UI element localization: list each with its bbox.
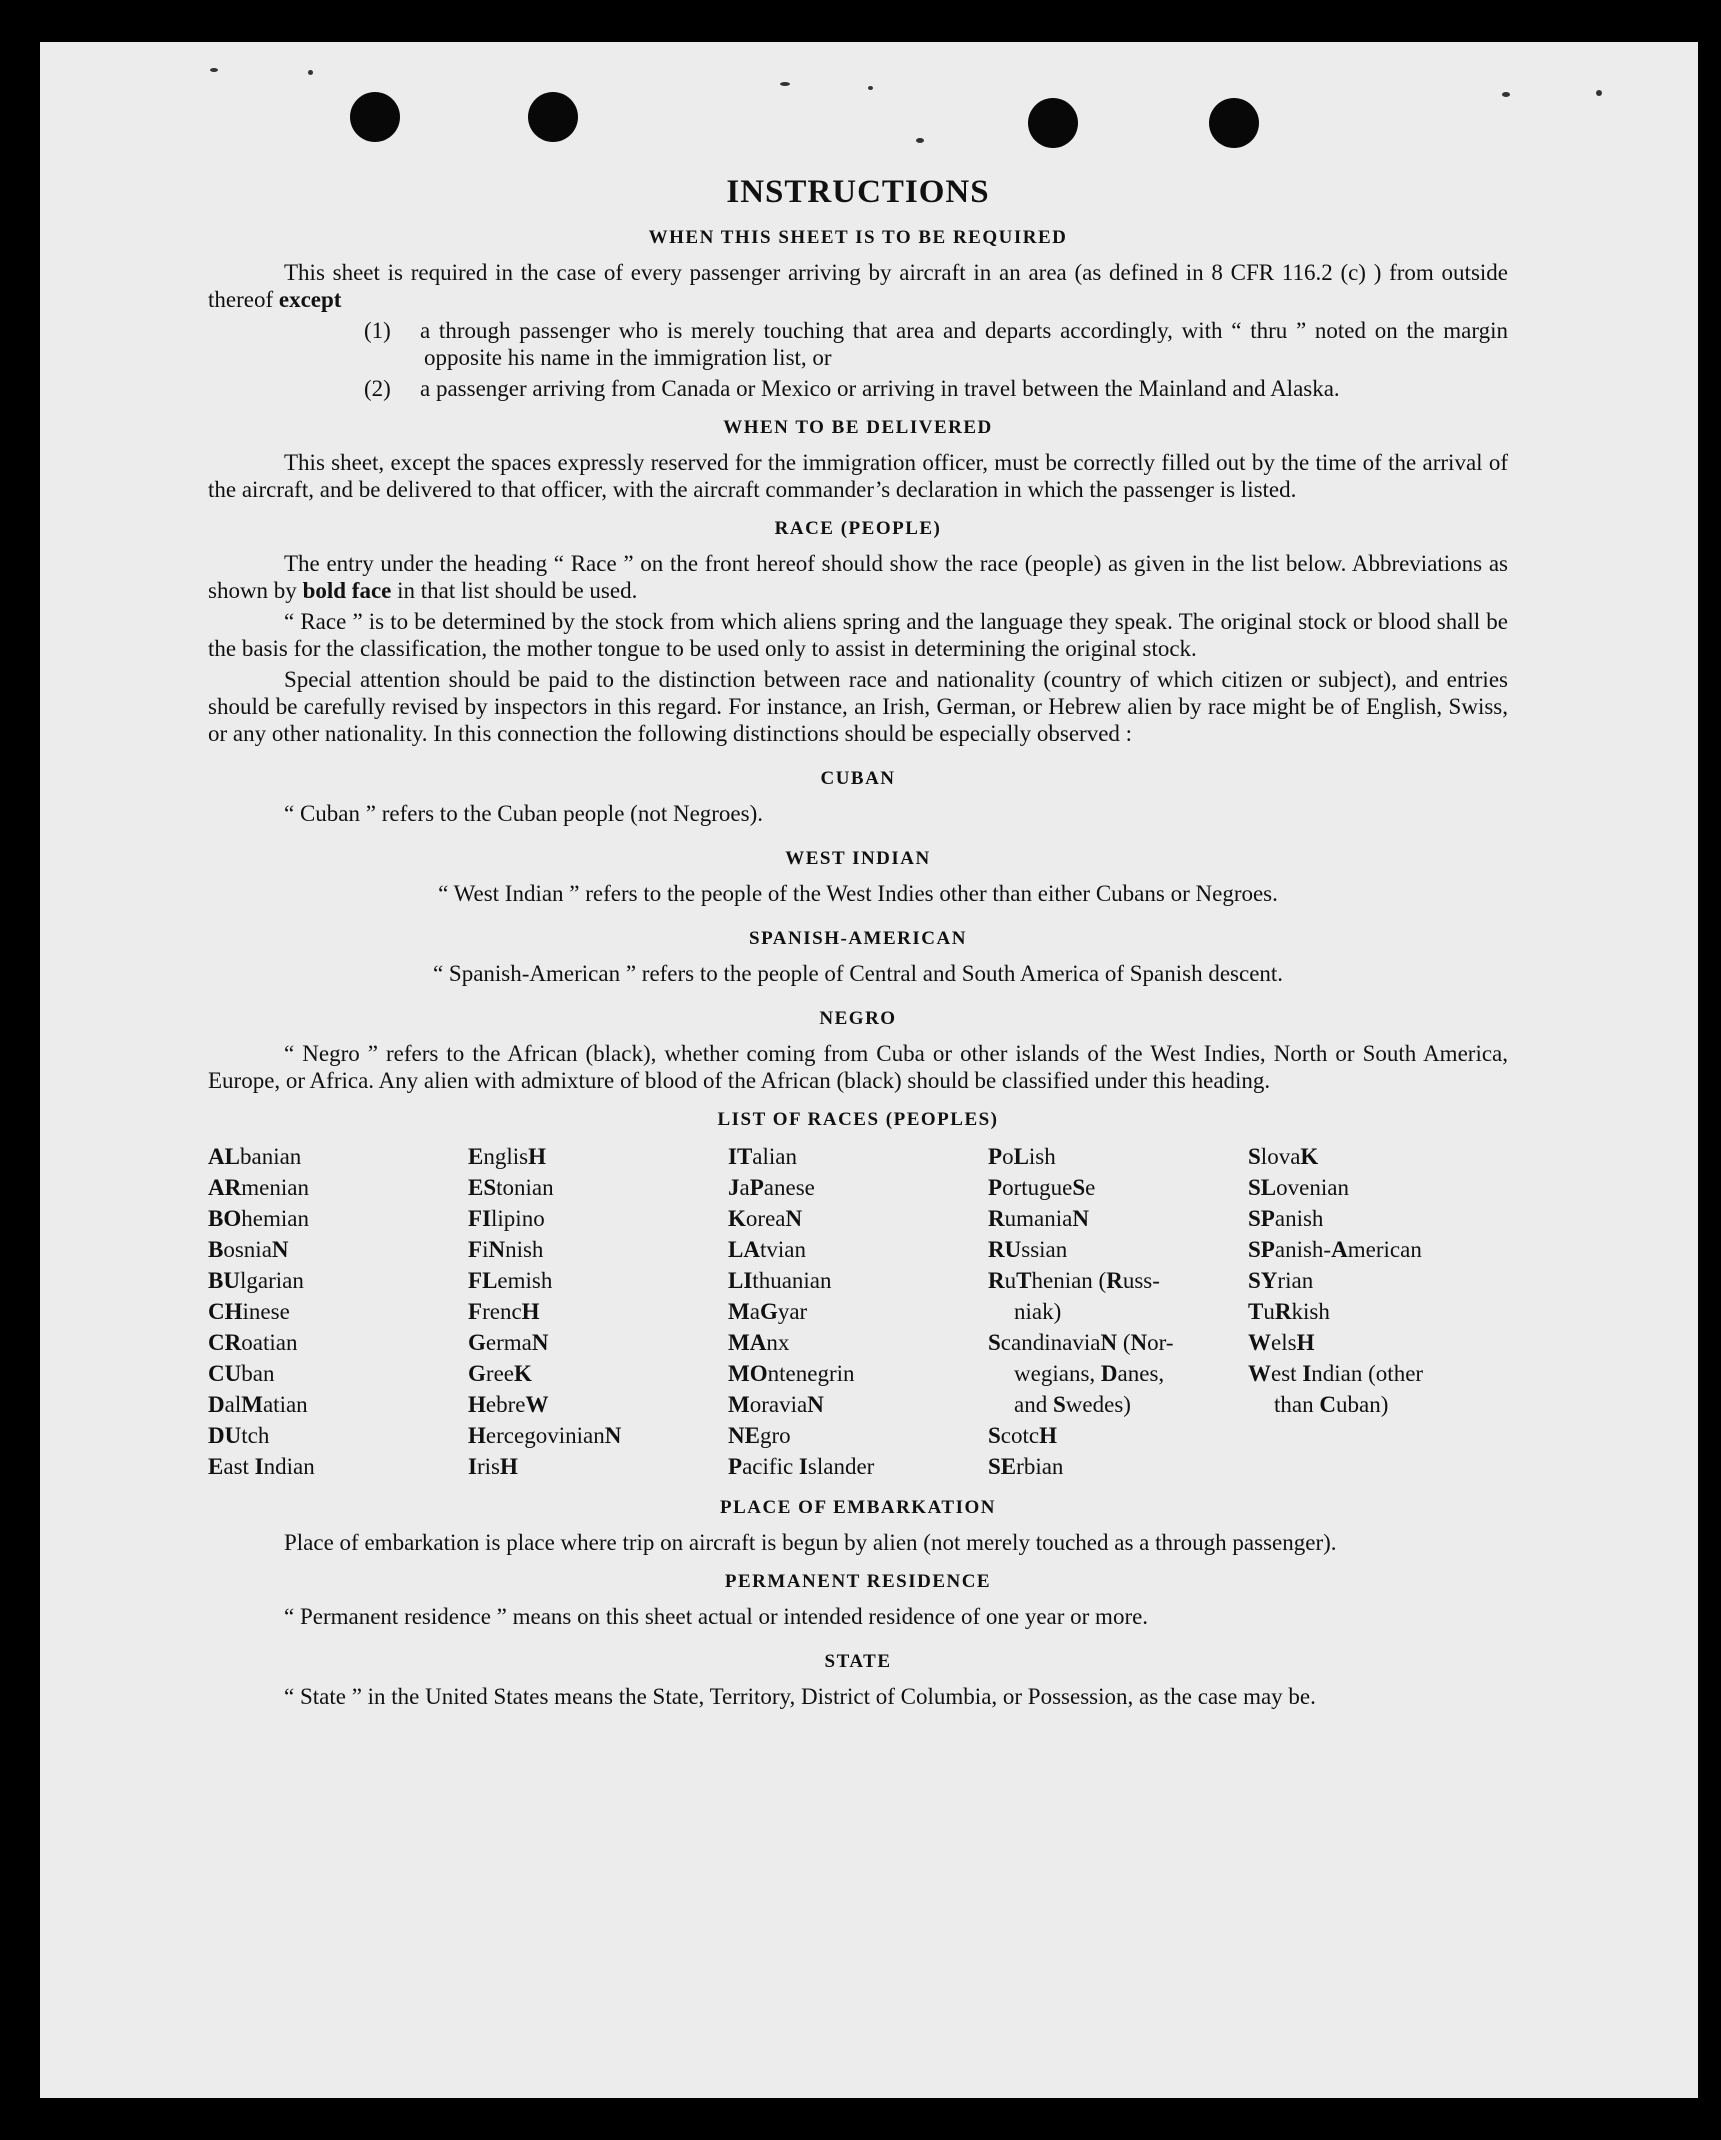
exception-item: (2) a passenger arriving from Canada or Mexico or arriving in travel between the Mainland and Alaska. <box>364 376 1340 401</box>
race-entry: HebreW <box>468 1392 549 1417</box>
race-entry: Pacific Islander <box>728 1454 875 1479</box>
race-entry: FIlipino <box>468 1206 545 1231</box>
race-entry: RUssian <box>988 1237 1068 1262</box>
races-column <box>208 1141 468 1482</box>
race-entry: PortugueSe <box>988 1175 1096 1200</box>
race-entry: DUtch <box>208 1423 270 1448</box>
race-entry: BUlgarian <box>208 1268 304 1293</box>
races-column <box>988 1141 1248 1482</box>
race-entry: SlovaK <box>1248 1144 1319 1169</box>
race-entry: wegians, Danes, <box>1014 1361 1165 1386</box>
exception-item: (1) a through passenger who is merely touching that area and departs accordingly, with “ thru ” noted on the margin opposite his name in the immigration list, or <box>364 318 1508 370</box>
race-entry: RuThenian (Russ- <box>988 1268 1160 1293</box>
race-entry: ALbanian <box>208 1144 302 1169</box>
heading-cuban: CUBAN <box>820 768 896 789</box>
race-entry: PoLish <box>988 1144 1056 1169</box>
race-entry: JaPanese <box>728 1175 815 1200</box>
speck <box>1502 92 1510 97</box>
race-entry: ARmenian <box>208 1175 309 1200</box>
race-entry: CUban <box>208 1361 275 1386</box>
cuban-text: “ Cuban ” refers to the Cuban people (not Negroes). <box>284 801 764 826</box>
speck <box>210 68 218 72</box>
race-entry: BOhemian <box>208 1206 309 1231</box>
heading-race: RACE (PEOPLE) <box>774 518 942 539</box>
race-entry: RumaniaN <box>988 1206 1089 1231</box>
race-entry: EnglisH <box>468 1144 546 1169</box>
race-entry: LIthuanian <box>728 1268 832 1293</box>
west-indian-text: “ West Indian ” refers to the people of the West Indies other than either Cubans or Negroes. <box>438 881 1278 906</box>
race-entry: SErbian <box>988 1454 1064 1479</box>
race-entry: SPanish <box>1248 1206 1324 1231</box>
punch-hole <box>350 92 400 142</box>
heading-embarkation: PLACE OF EMBARKATION <box>720 1497 996 1518</box>
race-entry: CRoatian <box>208 1330 298 1355</box>
heading-when-delivered: WHEN TO BE DELIVERED <box>723 417 993 438</box>
race-entry: ITalian <box>728 1144 798 1169</box>
spanish-american-text: “ Spanish-American ” refers to the people of Central and South America of Spanish descent. <box>432 961 1284 986</box>
document-page <box>40 42 1698 2098</box>
race-paragraph-2: “ Race ” is to be determined by the stock from which aliens spring and the language they speak. The original stock or blood shall be the basis for the classification, the mother tongue to be used only to assist in determining the original stock. <box>208 609 1508 661</box>
negro-text: “ Negro ” refers to the African (black), whether coming from Cuba or other islands of the West Indies, North or South America, Europe, or Africa. Any alien with admixture of blood of the African (black) should be classified under this heading. <box>208 1041 1508 1093</box>
races-column <box>728 1141 988 1482</box>
race-paragraph-1: The entry under the heading “ Race ” on the front hereof should show the race (people) as given in the list below. Abbreviations as shown by bold face in that list should be used. <box>208 551 1508 603</box>
when-required-intro: This sheet is required in the case of every passenger arriving by aircraft in an area (as defined in 8 CFR 116.2 (c) ) from outside thereof except <box>208 260 1508 312</box>
races-table <box>208 1141 1508 1482</box>
race-entry: and Swedes) <box>1014 1392 1131 1417</box>
race-entry: GermaN <box>468 1330 549 1355</box>
race-entry: HercegovinianN <box>468 1423 622 1448</box>
race-entry: DalMatian <box>208 1392 308 1417</box>
punch-hole <box>528 92 578 142</box>
race-entry: MaGyar <box>728 1299 808 1324</box>
race-entry: ScandinaviaN (Nor- <box>988 1330 1174 1355</box>
heading-when-required: WHEN THIS SHEET IS TO BE REQUIRED <box>648 227 1068 248</box>
race-entry: niak) <box>1014 1299 1062 1324</box>
page-title: INSTRUCTIONS <box>726 174 990 210</box>
state-text: “ State ” in the United States means the State, Territory, District of Columbia, or Possession, as the case may be. <box>284 1684 1316 1709</box>
race-entry: MoraviaN <box>728 1392 824 1417</box>
race-entry: East Indian <box>208 1454 315 1479</box>
heading-west-indian: WEST INDIAN <box>785 848 931 869</box>
race-entry: FiNnish <box>468 1237 544 1262</box>
race-entry: TuRkish <box>1248 1299 1330 1324</box>
race-entry: than Cuban) <box>1274 1392 1389 1417</box>
races-column <box>1248 1141 1508 1482</box>
when-delivered-text: This sheet, except the spaces expressly reserved for the immigration officer, must be correctly filled out by the time of the arrival of the aircraft, and be delivered to that officer, with the aircraft commander’s declaration in which the passenger is listed. <box>208 450 1508 502</box>
heading-state: STATE <box>824 1651 892 1672</box>
speck <box>1596 90 1602 96</box>
race-entry: MAnx <box>728 1330 790 1355</box>
race-entry: FrencH <box>468 1299 540 1324</box>
race-entry: MOntenegrin <box>728 1361 855 1386</box>
race-entry: SYrian <box>1248 1268 1314 1293</box>
race-entry: FLemish <box>468 1268 553 1293</box>
race-entry: WelsH <box>1248 1330 1315 1355</box>
speck <box>308 70 313 75</box>
punch-hole <box>1028 98 1078 148</box>
race-entry: KoreaN <box>728 1206 803 1231</box>
race-entry: CHinese <box>208 1299 290 1324</box>
race-paragraph-3: Special attention should be paid to the distinction between race and nationality (country of which citizen or subject), and entries should be carefully revised by inspectors in this regard. For instance, an Irish, German, or Hebrew alien by race might be of English, Swiss, or any other nationality. In this connection the following distinctions should be especially observed : <box>208 667 1508 746</box>
race-entry: SPanish-American <box>1248 1237 1422 1262</box>
race-entry: LAtvian <box>728 1237 806 1262</box>
heading-residence: PERMANENT RESIDENCE <box>724 1571 992 1592</box>
speck <box>868 86 873 90</box>
race-entry: IrisH <box>468 1454 518 1479</box>
punch-hole <box>1209 98 1259 148</box>
residence-text: “ Permanent residence ” means on this sheet actual or intended residence of one year or more. <box>284 1604 1149 1629</box>
races-column <box>468 1141 728 1482</box>
heading-negro: NEGRO <box>819 1008 897 1029</box>
race-entry: SLovenian <box>1248 1175 1349 1200</box>
embarkation-text: Place of embarkation is place where trip on aircraft is begun by alien (not merely touched as a through passenger). <box>284 1530 1337 1555</box>
speck <box>780 82 790 86</box>
race-entry: NEgro <box>728 1423 791 1448</box>
heading-list-of-races: LIST OF RACES (PEOPLES) <box>717 1109 999 1130</box>
race-entry: ScotcH <box>988 1423 1058 1448</box>
instructions-body <box>208 172 1508 1714</box>
race-entry: BosniaN <box>208 1237 289 1262</box>
race-entry: EStonian <box>468 1175 554 1200</box>
race-entry: West Indian (other <box>1248 1361 1424 1386</box>
race-entry: GreeK <box>468 1361 532 1386</box>
speck <box>916 138 924 143</box>
heading-spanish-american: SPANISH-AMERICAN <box>749 928 967 949</box>
